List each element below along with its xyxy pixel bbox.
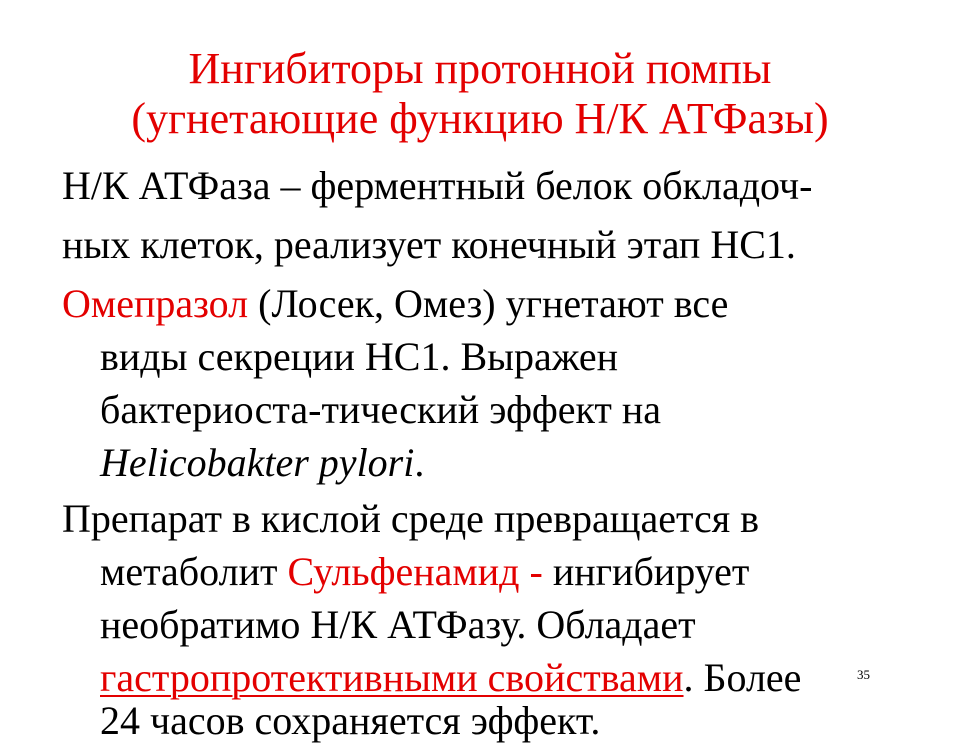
title-line-1: Ингибиторы протонной помпы (188, 44, 772, 93)
paragraph-3-line-2-end: ингибирует (542, 549, 750, 594)
paragraph-2-line-3: бактериоста-тический эффект на (100, 387, 662, 432)
metabolite-name: Сульфенамид - (287, 549, 543, 594)
paragraph-2-line-1-rest: (Лосек, Омез) угнетают все (248, 281, 729, 326)
paragraph-2-line-2: виды секреции НС1. Выражен (100, 334, 619, 379)
paragraph-2-line-4-end: . (414, 440, 425, 485)
paragraph-3-line-4 (100, 655, 801, 701)
gastroprotective-properties-link[interactable]: гастропротективными свойствами (100, 655, 684, 700)
paragraph-3-line-1: Препарат в кислой среде превращается в (62, 496, 760, 541)
paragraph-2-line-1 (62, 281, 728, 327)
page-number: 35 (857, 667, 870, 682)
paragraph-1-line-2: ных клеток, реализует конечный этап НС1. (62, 222, 796, 267)
paragraph-3-line-2 (100, 549, 749, 595)
paragraph-3-line-3: необратимо Н/К АТФазу. Обладает (100, 602, 696, 647)
paragraph-3-line-2-start: метаболит (100, 549, 288, 594)
paragraph-2-line-4 (100, 440, 424, 486)
title-line-2: (угнетающие функцию Н/К АТФазы) (131, 94, 829, 143)
slide-title (0, 44, 960, 144)
organism-name: Helicobakter pylori (100, 440, 415, 485)
paragraph-1-line-1: Н/К АТФаза – ферментный белок обкладоч- (62, 163, 813, 208)
paragraph-3-line-4-end: . Более (683, 655, 802, 700)
drug-name-omeprazole: Омепразол (62, 281, 249, 326)
paragraph-3-line-5: 24 часов сохраняется эффект. (100, 698, 601, 743)
